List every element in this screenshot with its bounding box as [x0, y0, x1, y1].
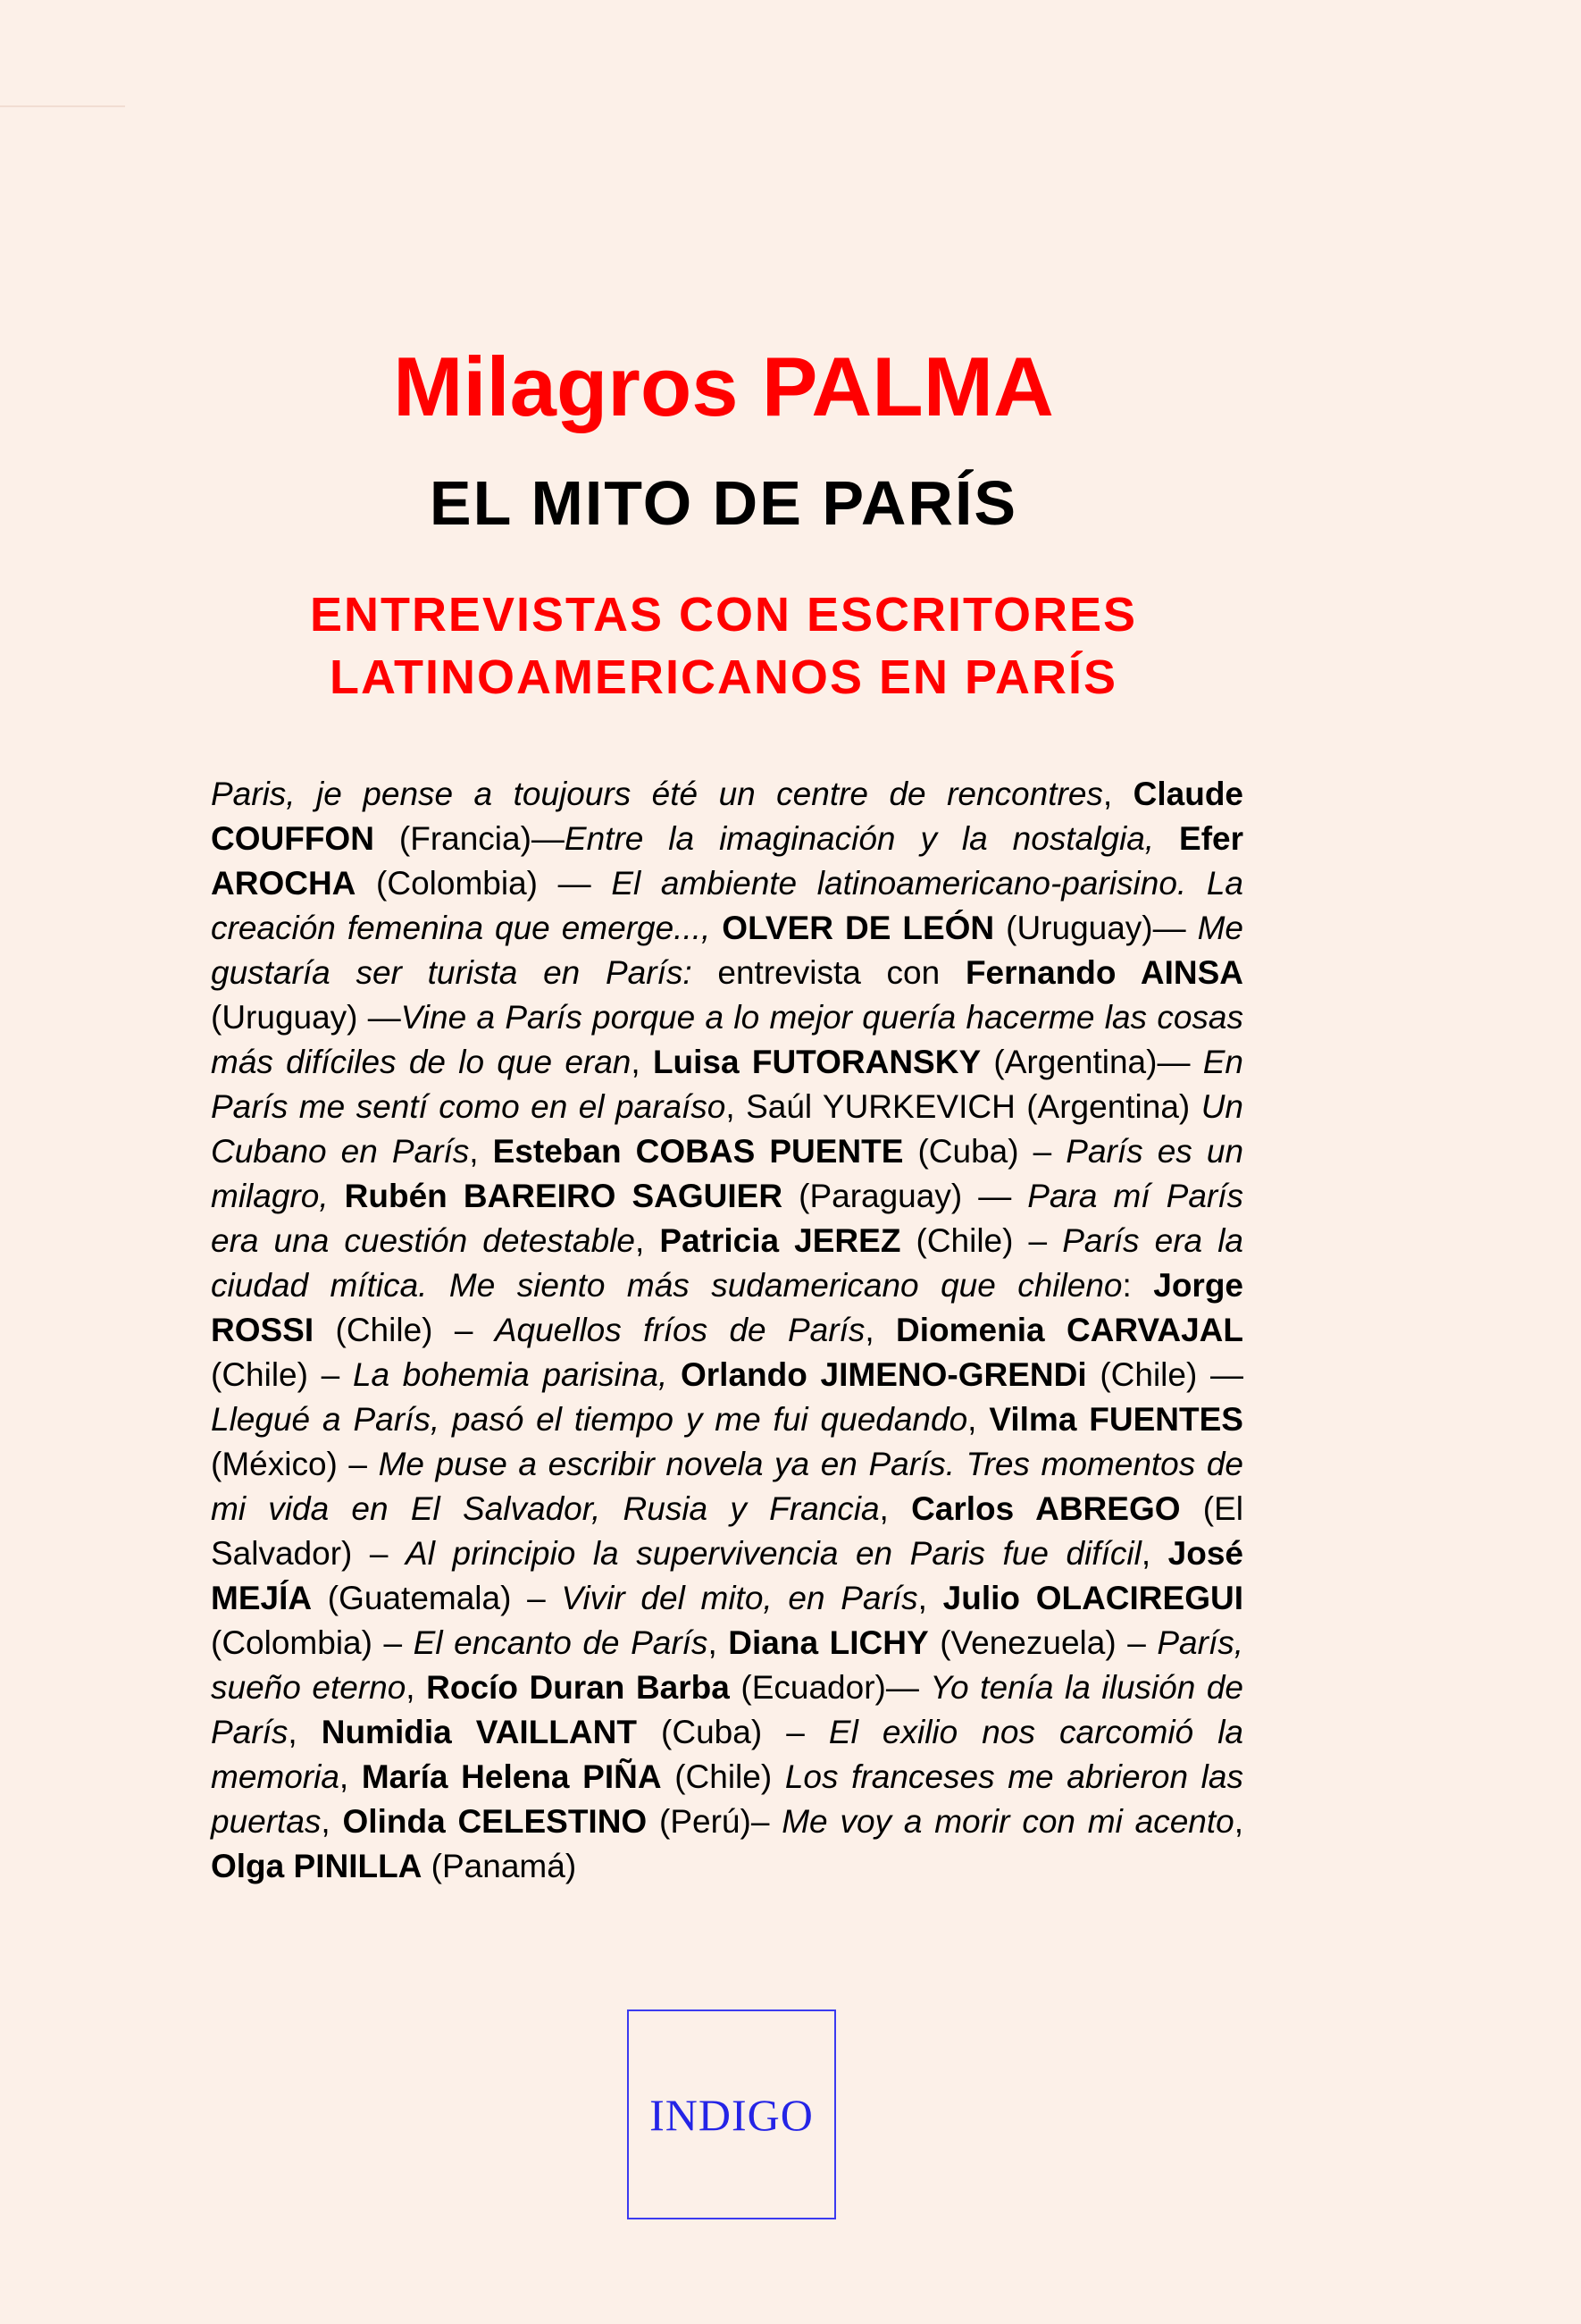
blurb-text: (Chile) [661, 1758, 785, 1795]
blurb-text: (Colombia) – [211, 1624, 414, 1661]
blurb-text: , [1141, 1535, 1168, 1572]
blurb-text: (Chile) — [1086, 1356, 1243, 1393]
interview-title: Vine a París porque a lo mejor quería hacerme las cosas más difíciles de lo que eran [211, 999, 1243, 1080]
interview-title: París era la ciudad mítica. Me siento más sudamericano que chileno [211, 1222, 1243, 1304]
publisher-name: INDIGO [649, 2089, 814, 2140]
interview-title: Me voy a morir con mi acento [782, 1803, 1234, 1840]
writer-name: José MEJÍA [211, 1535, 1243, 1616]
blurb-text: , [1102, 776, 1133, 812]
blurb-text: , [288, 1714, 322, 1750]
interview-title: Un Cubano en París [211, 1088, 1243, 1170]
interview-title: Llegué a París, pasó el tiempo y me fui quedando [211, 1401, 968, 1438]
blurb-text: , [865, 1312, 897, 1348]
blurb-text: (Uruguay) — [211, 999, 401, 1036]
book-subtitle [0, 583, 1447, 709]
interview-title: Paris, je pense a toujours été un centre de rencontres [211, 776, 1103, 812]
writer-name: Patricia JEREZ [659, 1222, 901, 1259]
writer-name: Claude COUFFON [211, 776, 1244, 857]
blurb-text: (Paraguay) — [782, 1178, 1028, 1214]
writer-name: Vilma FUENTES [989, 1401, 1243, 1438]
writer-name: Diana LICHY [728, 1624, 929, 1661]
blurb-text [667, 1356, 681, 1393]
writer-name: Julio OLACIREGUI [942, 1580, 1243, 1616]
blurb-text: , [967, 1401, 990, 1438]
writer-name: Esteban COBAS PUENTE [492, 1133, 904, 1170]
interview-title: París es un milagro, [211, 1133, 1244, 1214]
writer-name: Jorge ROSSI [211, 1267, 1244, 1348]
blurb-text [329, 1178, 345, 1214]
back-cover-blurb [211, 772, 1243, 1889]
blurb-text: (Chile) – [900, 1222, 1063, 1259]
blurb-text: (Perú)– [647, 1803, 782, 1840]
interview-title: Al principio la supervivencia en Paris fue difícil [406, 1535, 1142, 1572]
interview-title: Yo tenía la ilusión de París [211, 1669, 1243, 1750]
blurb-text: , [469, 1133, 493, 1170]
blurb-text: (Francia)— [373, 820, 565, 857]
writer-name: Rocío Duran Barba [426, 1669, 730, 1706]
blurb-text: (Guatemala) – [312, 1580, 562, 1616]
blurb-text: : [1122, 1267, 1154, 1304]
interview-title: En París me sentí como en el paraíso [211, 1044, 1243, 1125]
interview-title: Me gustaría ser turista en París: [211, 910, 1244, 991]
blurb-text: (Colombia) — [356, 865, 612, 902]
interview-title: Los franceses me abrieron las puertas [211, 1758, 1243, 1840]
interview-title: El exilio nos carcomió la memoria [211, 1714, 1244, 1795]
interview-title: Para mí París era una cuestión detestable [211, 1178, 1244, 1259]
blurb-text: (Venezuela) – [928, 1624, 1158, 1661]
blurb-text: , [1234, 1803, 1244, 1840]
interview-title: Entre la imaginación y la nostalgia, [564, 820, 1155, 857]
author-name: Milagros PALMA [393, 340, 1054, 433]
blurb-text: (Ecuador)— [729, 1669, 931, 1706]
interview-title: Vivir del mito, en París [561, 1580, 918, 1616]
writer-name: Efer AROCHA [211, 820, 1244, 902]
subtitle-line-2: LATINOAMERICANOS EN PARÍS [329, 650, 1118, 704]
writer-name: Numidia VAILLANT [321, 1714, 637, 1750]
blurb-text: (México) – [211, 1446, 379, 1482]
interview-title: Me puse a escribir novela ya en París. Tres momentos de mi vida en El Salvador, Rusia y Francia [211, 1446, 1243, 1527]
blurb-text: , [879, 1490, 912, 1527]
interview-title: El encanto de París [413, 1624, 708, 1661]
writer-name: María Helena PIÑA [361, 1758, 662, 1795]
blurb-text: , [321, 1803, 343, 1840]
blurb-text: (Panamá) [422, 1848, 577, 1884]
corner-rule [0, 105, 125, 107]
writer-name: Olinda CELESTINO [342, 1803, 648, 1840]
blurb-text: (El Salvador) – [211, 1490, 1244, 1572]
blurb-text: (Cuba) – [636, 1714, 829, 1750]
publisher-logo [627, 2009, 836, 2219]
blurb-text: (Chile) – [314, 1312, 495, 1348]
blurb-text: , [917, 1580, 943, 1616]
blurb-text: (Cuba) – [903, 1133, 1067, 1170]
writer-name: Rubén BAREIRO SAGUIER [344, 1178, 783, 1214]
blurb-text: , [635, 1222, 660, 1259]
interview-title: El ambiente latinoamericano-parisino. La creación femenina que emerge..., [211, 865, 1243, 946]
writer-name: Orlando JIMENO-GRENDi [681, 1356, 1087, 1393]
interview-title: París, sueño eterno [211, 1624, 1244, 1706]
writer-name: Luisa FUTORANSKY [652, 1044, 982, 1080]
writer-name: Carlos ABREGO [911, 1490, 1181, 1527]
blurb-text [1154, 820, 1179, 857]
blurb-text: , [707, 1624, 729, 1661]
writer-name: Diomenia CARVAJAL [896, 1312, 1243, 1348]
blurb-text: (Argentina)— [981, 1044, 1203, 1080]
interview-title: La bohemia parisina, [352, 1356, 668, 1393]
blurb-text: , [339, 1758, 362, 1795]
blurb-text: , [631, 1044, 653, 1080]
blurb-text: entrevista con [691, 954, 966, 991]
blurb-text: , Saúl YURKEVICH (Argentina) [725, 1088, 1201, 1125]
writer-name: Olga PINILLA [211, 1848, 422, 1884]
writer-name: Fernando AINSA [965, 954, 1244, 991]
blurb-text: , [406, 1669, 427, 1706]
blurb-text [710, 910, 722, 946]
blurb-text: (Chile) – [211, 1356, 353, 1393]
subtitle-line-1: ENTREVISTAS CON ESCRITORES [309, 588, 1138, 642]
blurb-text: (Uruguay)— [994, 910, 1198, 946]
book-title: EL MITO DE PARÍS [429, 468, 1018, 538]
writer-name: OLVER DE LEÓN [722, 910, 995, 946]
interview-title: Aquellos fríos de París [494, 1312, 866, 1348]
